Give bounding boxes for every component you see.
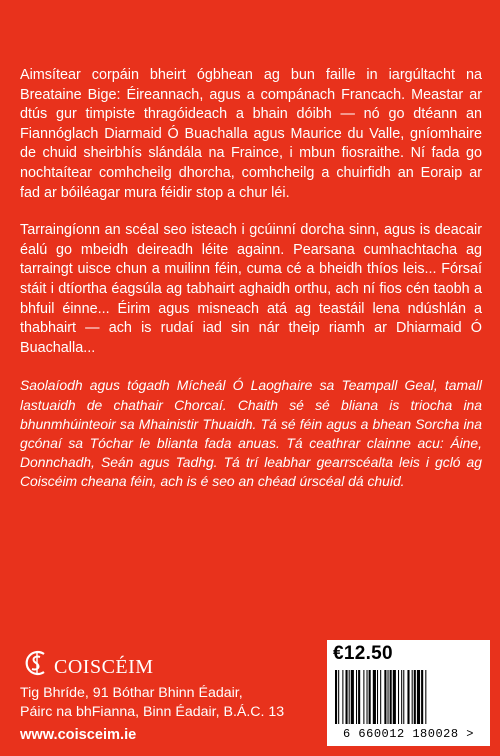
price-label: €12.50 <box>333 643 393 664</box>
barcode-bar <box>398 670 399 724</box>
blurb-paragraph-1: Aimsítear corpáin bheirt ógbhean ag bun faille in iargúltacht na Breataine Bige: Éireannach, agus a compánach Francach. Meastar ar dtús gur timpiste thragóideach a bhain dóibh — nó go dtéann an Fiannóglach Diarmaid Ó Buachalla agus Maurice du Valle, gníomhaire de chuid sheirbhís slándála na Fraince, i mbun fiosraithe. Ní fada go nochtaítear comhcheilg dhorcha, comhcheilg a chuirfidh an Eoraip ar fad ar bóiléagar mura féidir stop a chur léi. <box>20 67 482 201</box>
barcode-bar <box>393 670 396 724</box>
author-bio: Saolaíodh agus tógadh Mícheál Ó Laoghaire sa Teampall Geal, tamall lastuaidh de chathair Chorcaí. Chaith sé sé bliana is triocha ina bhunmhúinteoir sa Mhainistir Thuaidh. Tá sé féin agus a bhean Sorcha ina gcónaí sa Tóchar le blianta fada anuas. Tá ceathrar clainne acu: Áine, Donnchadh, Seán agus Tadhg. Tá trí leabhar gearrscéalta leis i gcló ag Coiscéim cheana féin, ach is é seo an chéad úrscéal dá chuid. <box>20 377 482 490</box>
barcode-bar <box>388 670 389 724</box>
barcode-bar <box>373 670 376 724</box>
barcode-bar <box>421 670 423 724</box>
barcode-bars <box>333 670 485 724</box>
address-line-2: Páirc na bhFianna, Binn Éadair, B.Á.C. 13 <box>20 704 285 720</box>
barcode-bar <box>335 670 337 724</box>
coisceim-cs-monogram-icon <box>20 648 50 678</box>
barcode-panel <box>327 640 490 746</box>
barcode-bar <box>358 670 360 724</box>
barcode-bar <box>369 670 371 724</box>
publisher-address <box>20 684 284 722</box>
barcode-bar <box>349 670 350 724</box>
barcode-bar <box>384 670 386 724</box>
publisher-name: COISCÉIM <box>54 656 154 678</box>
barcode-bar <box>412 670 413 724</box>
publisher-logo <box>20 648 230 678</box>
barcode-bar <box>356 670 357 724</box>
barcode-bar <box>367 670 368 724</box>
blurb-paragraph-2: Tarraingíonn an scéal seo isteach i gcúinní dorcha sinn, agus is deacair éalú go mbeidh deireadh léite againn. Pearsana cumhachtacha ag tarraingt uisce chun a muilinn féin, cuma cé a bheidh thíos leis... Fórsaí stáit i dtíortha éagsúla ag tabhairt aghaidh orthu, ach ní fios cén taobh a bhfuil éinne... Éirim agus misneach atá ag teastáil lena ndúshlán a thabhairt — ach is rudaí iad sin nár theip riamh ar Dhiarmaid Ó Buachalla... <box>20 222 482 356</box>
barcode-bar <box>414 670 416 724</box>
barcode-bar <box>401 670 402 724</box>
barcode-bar <box>390 670 392 724</box>
barcode-bar <box>380 670 381 724</box>
barcode-bar <box>351 670 354 724</box>
barcode-bar <box>342 670 343 724</box>
back-cover-blurb <box>20 66 482 510</box>
barcode-bar <box>403 670 404 724</box>
barcode-bar <box>338 670 339 724</box>
barcode-bar <box>407 670 409 724</box>
barcode-bar <box>377 670 378 724</box>
address-line-1: Tig Bhríde, 91 Bóthar Bhinn Éadair, <box>20 685 243 701</box>
barcode-number: 6 660012 180028 > <box>343 727 474 741</box>
barcode-bar <box>425 670 426 724</box>
barcode-bar <box>417 670 420 724</box>
barcode-bar <box>346 670 348 724</box>
publisher-website: www.coisceim.ie <box>20 727 137 743</box>
barcode-bar <box>363 670 364 724</box>
